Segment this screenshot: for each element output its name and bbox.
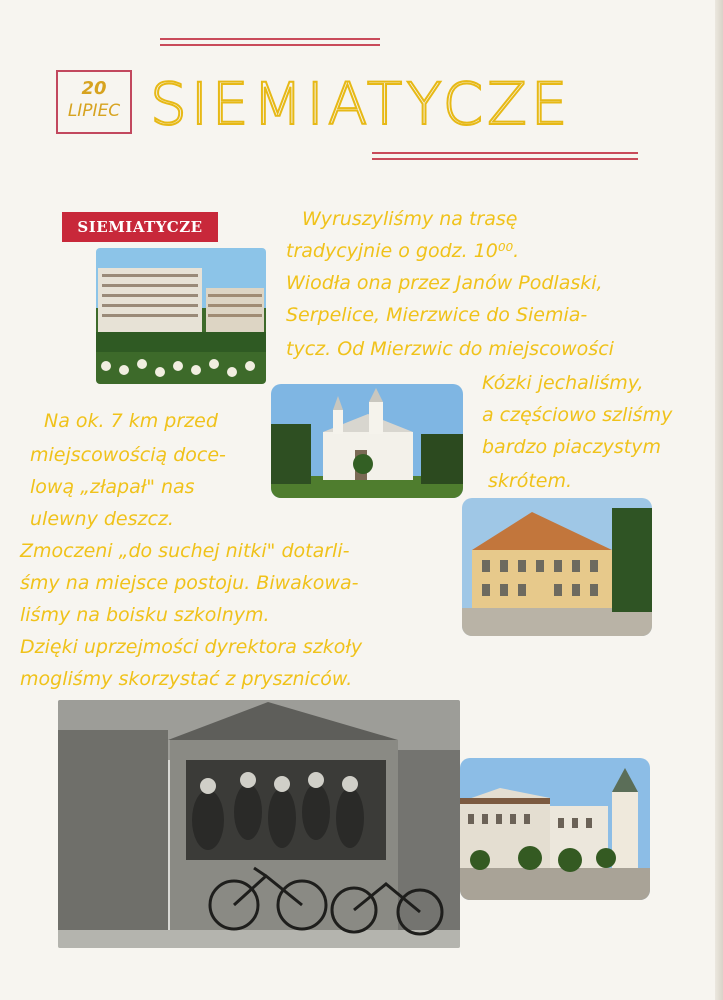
photo-cyclists-group bbox=[58, 700, 460, 948]
route-text-line-3: Wiodła ona przez Janów Podlaski, bbox=[286, 272, 603, 294]
date-day: 20 bbox=[81, 78, 107, 99]
bottom-ruled-line bbox=[372, 152, 638, 160]
camp-text-line-2: śmy na miejsce postoju. Biwakowa- bbox=[20, 572, 359, 594]
rain-text-line-4: ulewny deszcz. bbox=[30, 508, 174, 530]
route-text-line-9: skrótem. bbox=[488, 470, 573, 492]
route-text-line-7: a częściowo szliśmy bbox=[482, 404, 673, 426]
photo-apartment-blocks bbox=[96, 248, 266, 384]
route-text-line-4: Serpelice, Mierzwice do Siemia- bbox=[286, 304, 588, 326]
photo-yellow-building bbox=[462, 498, 652, 636]
camp-text-line-3: liśmy na boisku szkolnym. bbox=[20, 604, 270, 626]
route-text-line-1: Wyruszyliśmy na trasę bbox=[302, 208, 518, 230]
route-text-line-5: tycz. Od Mierzwic do miejscowości bbox=[286, 338, 614, 360]
camp-text-line-1: Zmoczeni „do suchej nitki" dotarli- bbox=[20, 540, 350, 562]
photo-town-square bbox=[460, 758, 650, 900]
rain-text-line-3: lową „złapał" nas bbox=[30, 476, 195, 498]
page-title bbox=[150, 62, 650, 146]
route-text-line-2: tradycyjnie o godz. 10⁰⁰. bbox=[286, 240, 520, 262]
route-text-line-8: bardzo piaczystym bbox=[482, 436, 661, 458]
top-ruled-line bbox=[160, 38, 380, 46]
rain-text-line-2: miejscowością doce- bbox=[30, 444, 226, 466]
page-title-text: SIEMIATYCZE bbox=[150, 70, 572, 138]
date-month: LIPIEC bbox=[67, 101, 121, 121]
page-edge bbox=[715, 0, 723, 1000]
camp-text-line-4: Dzięki uprzejmości dyrektora szkoły bbox=[20, 636, 363, 658]
rain-text-line-1: Na ok. 7 km przed bbox=[44, 410, 218, 432]
photo-label: SIEMIATYCZE bbox=[62, 212, 218, 242]
photo-orthodox-church bbox=[271, 384, 463, 498]
date-box bbox=[56, 70, 132, 134]
camp-text-line-5: mogliśmy skorzystać z pryszniców. bbox=[20, 668, 353, 690]
route-text-line-6: Kózki jechaliśmy, bbox=[482, 372, 644, 394]
